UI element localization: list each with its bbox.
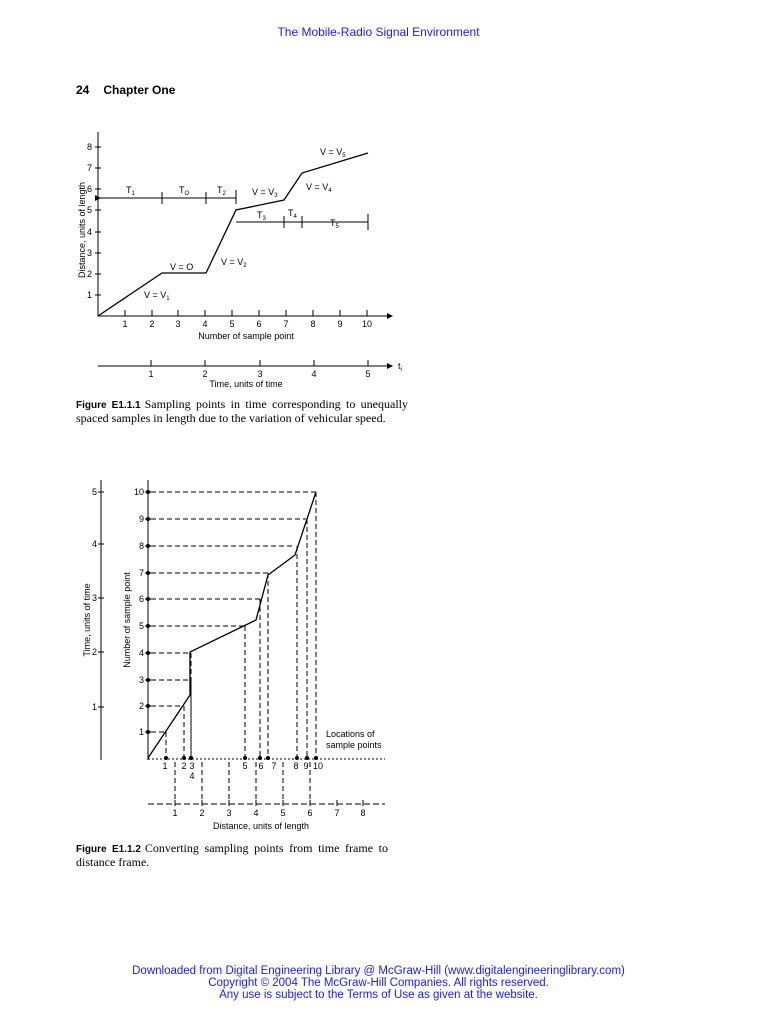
chapter-title: Chapter One bbox=[103, 83, 176, 97]
figure-2-chart bbox=[98, 480, 385, 806]
fig2-left-tick-label: 1 bbox=[91, 702, 97, 712]
fig2-location-dot bbox=[164, 756, 168, 760]
fig2-inner-tick-label: 10 bbox=[133, 487, 144, 497]
running-head: The Mobile-Radio Signal Environment bbox=[277, 25, 480, 39]
fig1-x-tick-label: 10 bbox=[361, 319, 373, 329]
fig2-inner-tick-label: 7 bbox=[138, 568, 144, 578]
fig2-sample-curve bbox=[148, 492, 316, 758]
fig1-y-tick-label: 5 bbox=[86, 205, 92, 215]
figure-1-caption-text: Sampling points in time corresponding to unequally spaced samples in length due to the variation of vehicular speed. bbox=[76, 397, 409, 425]
fig1-y-tick-label: 4 bbox=[86, 227, 92, 237]
fig1-y-tick-label: 6 bbox=[86, 184, 92, 194]
fig2-sample-number: 4 bbox=[189, 771, 195, 781]
fig2-sample-number: 7 bbox=[271, 761, 277, 771]
fig2-location-dot bbox=[189, 756, 193, 760]
fig2-inner-tick-label: 6 bbox=[138, 594, 144, 604]
fig1-x-tick-label: 6 bbox=[256, 319, 262, 329]
fig1-time-tick-marks bbox=[151, 360, 368, 366]
figure-1-labels bbox=[77, 142, 402, 389]
fig2-horizontal-dashes bbox=[151, 492, 316, 732]
fig1-x-tick-label: 2 bbox=[149, 319, 155, 329]
figure-2-caption-text: Converting sampling points from time frame to distance frame. bbox=[76, 841, 389, 869]
fig1-x-tick-label: 4 bbox=[202, 319, 208, 329]
figure-2-caption bbox=[76, 842, 388, 869]
fig1-x-tick-label: 7 bbox=[283, 319, 289, 329]
fig2-vertical-dashes bbox=[166, 492, 316, 800]
fig2-sample-number: 2 bbox=[181, 761, 187, 771]
fig2-distance-tick-label: 7 bbox=[334, 808, 340, 818]
fig2-inner-tick-label: 2 bbox=[138, 701, 144, 711]
fig2-sample-dots bbox=[146, 490, 318, 760]
fig1-time-tick-label: 4 bbox=[311, 369, 317, 379]
fig2-locations-label: sample points bbox=[326, 740, 382, 750]
fig2-inner-axis-label: Number of sample point bbox=[122, 572, 132, 668]
fig2-distance-axis-label: Distance, units of length bbox=[212, 821, 310, 831]
fig2-location-dot bbox=[295, 756, 299, 760]
fig2-inner-tick-label: 5 bbox=[138, 621, 144, 631]
fig1-x-tick-label: 8 bbox=[310, 319, 316, 329]
fig2-location-dot bbox=[258, 756, 262, 760]
fig2-inner-tick-label: 9 bbox=[138, 514, 144, 524]
fig2-location-dot bbox=[243, 756, 247, 760]
fig2-axis-dot bbox=[146, 544, 150, 548]
fig2-distance-tick-label: 5 bbox=[280, 808, 286, 818]
fig2-distance-tick-label: 2 bbox=[199, 808, 205, 818]
figure-1-caption bbox=[76, 398, 408, 425]
fig1-speed-label: $V = V_2$ bbox=[221, 257, 247, 269]
fig2-left-axis-label: Time, units of time bbox=[82, 583, 92, 657]
fig2-distance-tick-label: 4 bbox=[253, 808, 259, 818]
fig1-y-axis-label: Distance, units of length bbox=[77, 181, 87, 279]
fig2-axis-dot bbox=[146, 704, 150, 708]
fig2-axis-dot bbox=[146, 730, 150, 734]
fig2-location-dot bbox=[266, 756, 270, 760]
fig1-interval-label: $T_2$ bbox=[217, 185, 226, 197]
fig2-sample-number: 1 bbox=[162, 761, 168, 771]
fig2-sample-number: 9 bbox=[303, 761, 309, 771]
fig1-distance-curve bbox=[98, 153, 368, 316]
fig1-time-tick-label: 1 bbox=[148, 369, 154, 379]
fig2-axis-dot bbox=[146, 624, 150, 628]
fig1-speed-label: V = O bbox=[170, 262, 194, 272]
fig1-y-tick-label: 1 bbox=[86, 290, 92, 300]
fig2-inner-tick-label: 4 bbox=[138, 648, 144, 658]
fig1-speed-label: $V = V_3$ bbox=[252, 187, 278, 199]
fig1-interval-label: $T_5$ bbox=[330, 218, 339, 230]
fig1-x-tick-label: 1 bbox=[122, 319, 128, 329]
fig2-inner-tick-label: 3 bbox=[138, 675, 144, 685]
fig1-y-tick-label: 2 bbox=[86, 269, 92, 279]
footer-line: Copyright © 2004 The McGraw-Hill Companies. All rights reserved. bbox=[208, 977, 549, 989]
fig2-sample-number: 3 bbox=[189, 761, 195, 771]
fig1-time-tick-label: 5 bbox=[365, 369, 371, 379]
fig2-distance-tick-label: 3 bbox=[226, 808, 232, 818]
fig2-axis-dot bbox=[146, 678, 150, 682]
fig1-y-tick-label: 8 bbox=[86, 142, 92, 152]
fig2-axis-dot bbox=[146, 490, 150, 494]
fig2-left-tick-label: 4 bbox=[91, 539, 97, 549]
fig2-sample-number: 8 bbox=[293, 761, 299, 771]
fig2-distance-tick-label: 1 bbox=[172, 808, 178, 818]
page-number: 24 bbox=[76, 83, 90, 97]
fig2-axis-dot bbox=[146, 517, 150, 521]
fig2-sample-number: 6 bbox=[258, 761, 264, 771]
figure-2-labels bbox=[82, 487, 382, 831]
fig1-speed-label: $V = V_5$ bbox=[320, 147, 346, 159]
fig2-locations-label: Locations of bbox=[326, 729, 375, 739]
fig2-location-dot bbox=[314, 756, 318, 760]
fig1-x-tick-label: 3 bbox=[175, 319, 181, 329]
fig1-y-tick-label: 7 bbox=[86, 163, 92, 173]
fig2-distance-tick-label: 6 bbox=[307, 808, 313, 818]
fig2-axis-dot bbox=[146, 651, 150, 655]
fig2-left-tick-label: 5 bbox=[91, 487, 97, 497]
figure-2-label: Figure E1.1.2 bbox=[76, 844, 141, 855]
fig1-x-tick-label: 5 bbox=[229, 319, 235, 329]
fig2-location-dot bbox=[305, 756, 309, 760]
fig2-left-tick-label: 3 bbox=[91, 593, 97, 603]
fig1-interval-label: $T_3$ bbox=[257, 210, 266, 222]
fig1-x-tick-label: 9 bbox=[337, 319, 343, 329]
fig1-y-tick-label: 3 bbox=[86, 248, 92, 258]
fig2-sample-number: 5 bbox=[242, 761, 248, 771]
fig2-inner-tick-label: 1 bbox=[138, 727, 144, 737]
fig1-time-symbol: $t_i$ bbox=[398, 361, 402, 373]
fig1-speed-label: $V = V_1$ bbox=[144, 290, 170, 302]
footer-line: Any use is subject to the Terms of Use as given at the website. bbox=[219, 989, 538, 1001]
fig2-inner-tick-label: 8 bbox=[138, 541, 144, 551]
fig1-time-tick-label: 2 bbox=[202, 369, 208, 379]
fig1-interval-label: $T_4$ bbox=[288, 208, 297, 220]
fig1-time-axis-label: Time, units of time bbox=[209, 379, 283, 389]
fig2-axis-dot bbox=[146, 571, 150, 575]
fig1-x-axis-label: Number of sample point bbox=[198, 331, 294, 341]
fig1-time-tick-label: 3 bbox=[257, 369, 263, 379]
fig1-interval-label: $T_O$ bbox=[179, 185, 190, 197]
figure-1-label: Figure E1.1.1 bbox=[76, 400, 141, 411]
fig2-distance-tick-marks bbox=[175, 800, 363, 806]
footer-line: Downloaded from Digital Engineering Library @ McGraw-Hill (www.digitalengineeringlibrary.com) bbox=[132, 965, 625, 977]
fig1-interval-label: $T_1$ bbox=[126, 185, 135, 197]
fig2-sample-number: 10 bbox=[312, 761, 324, 771]
fig2-distance-tick-label: 8 bbox=[360, 808, 366, 818]
fig2-location-dot bbox=[182, 756, 186, 760]
fig2-axis-dot bbox=[146, 597, 150, 601]
fig1-x-tick-marks bbox=[125, 310, 367, 316]
download-footer bbox=[0, 965, 757, 1001]
fig1-speed-label: $V = V_4$ bbox=[306, 182, 332, 194]
fig2-left-tick-label: 2 bbox=[91, 647, 97, 657]
